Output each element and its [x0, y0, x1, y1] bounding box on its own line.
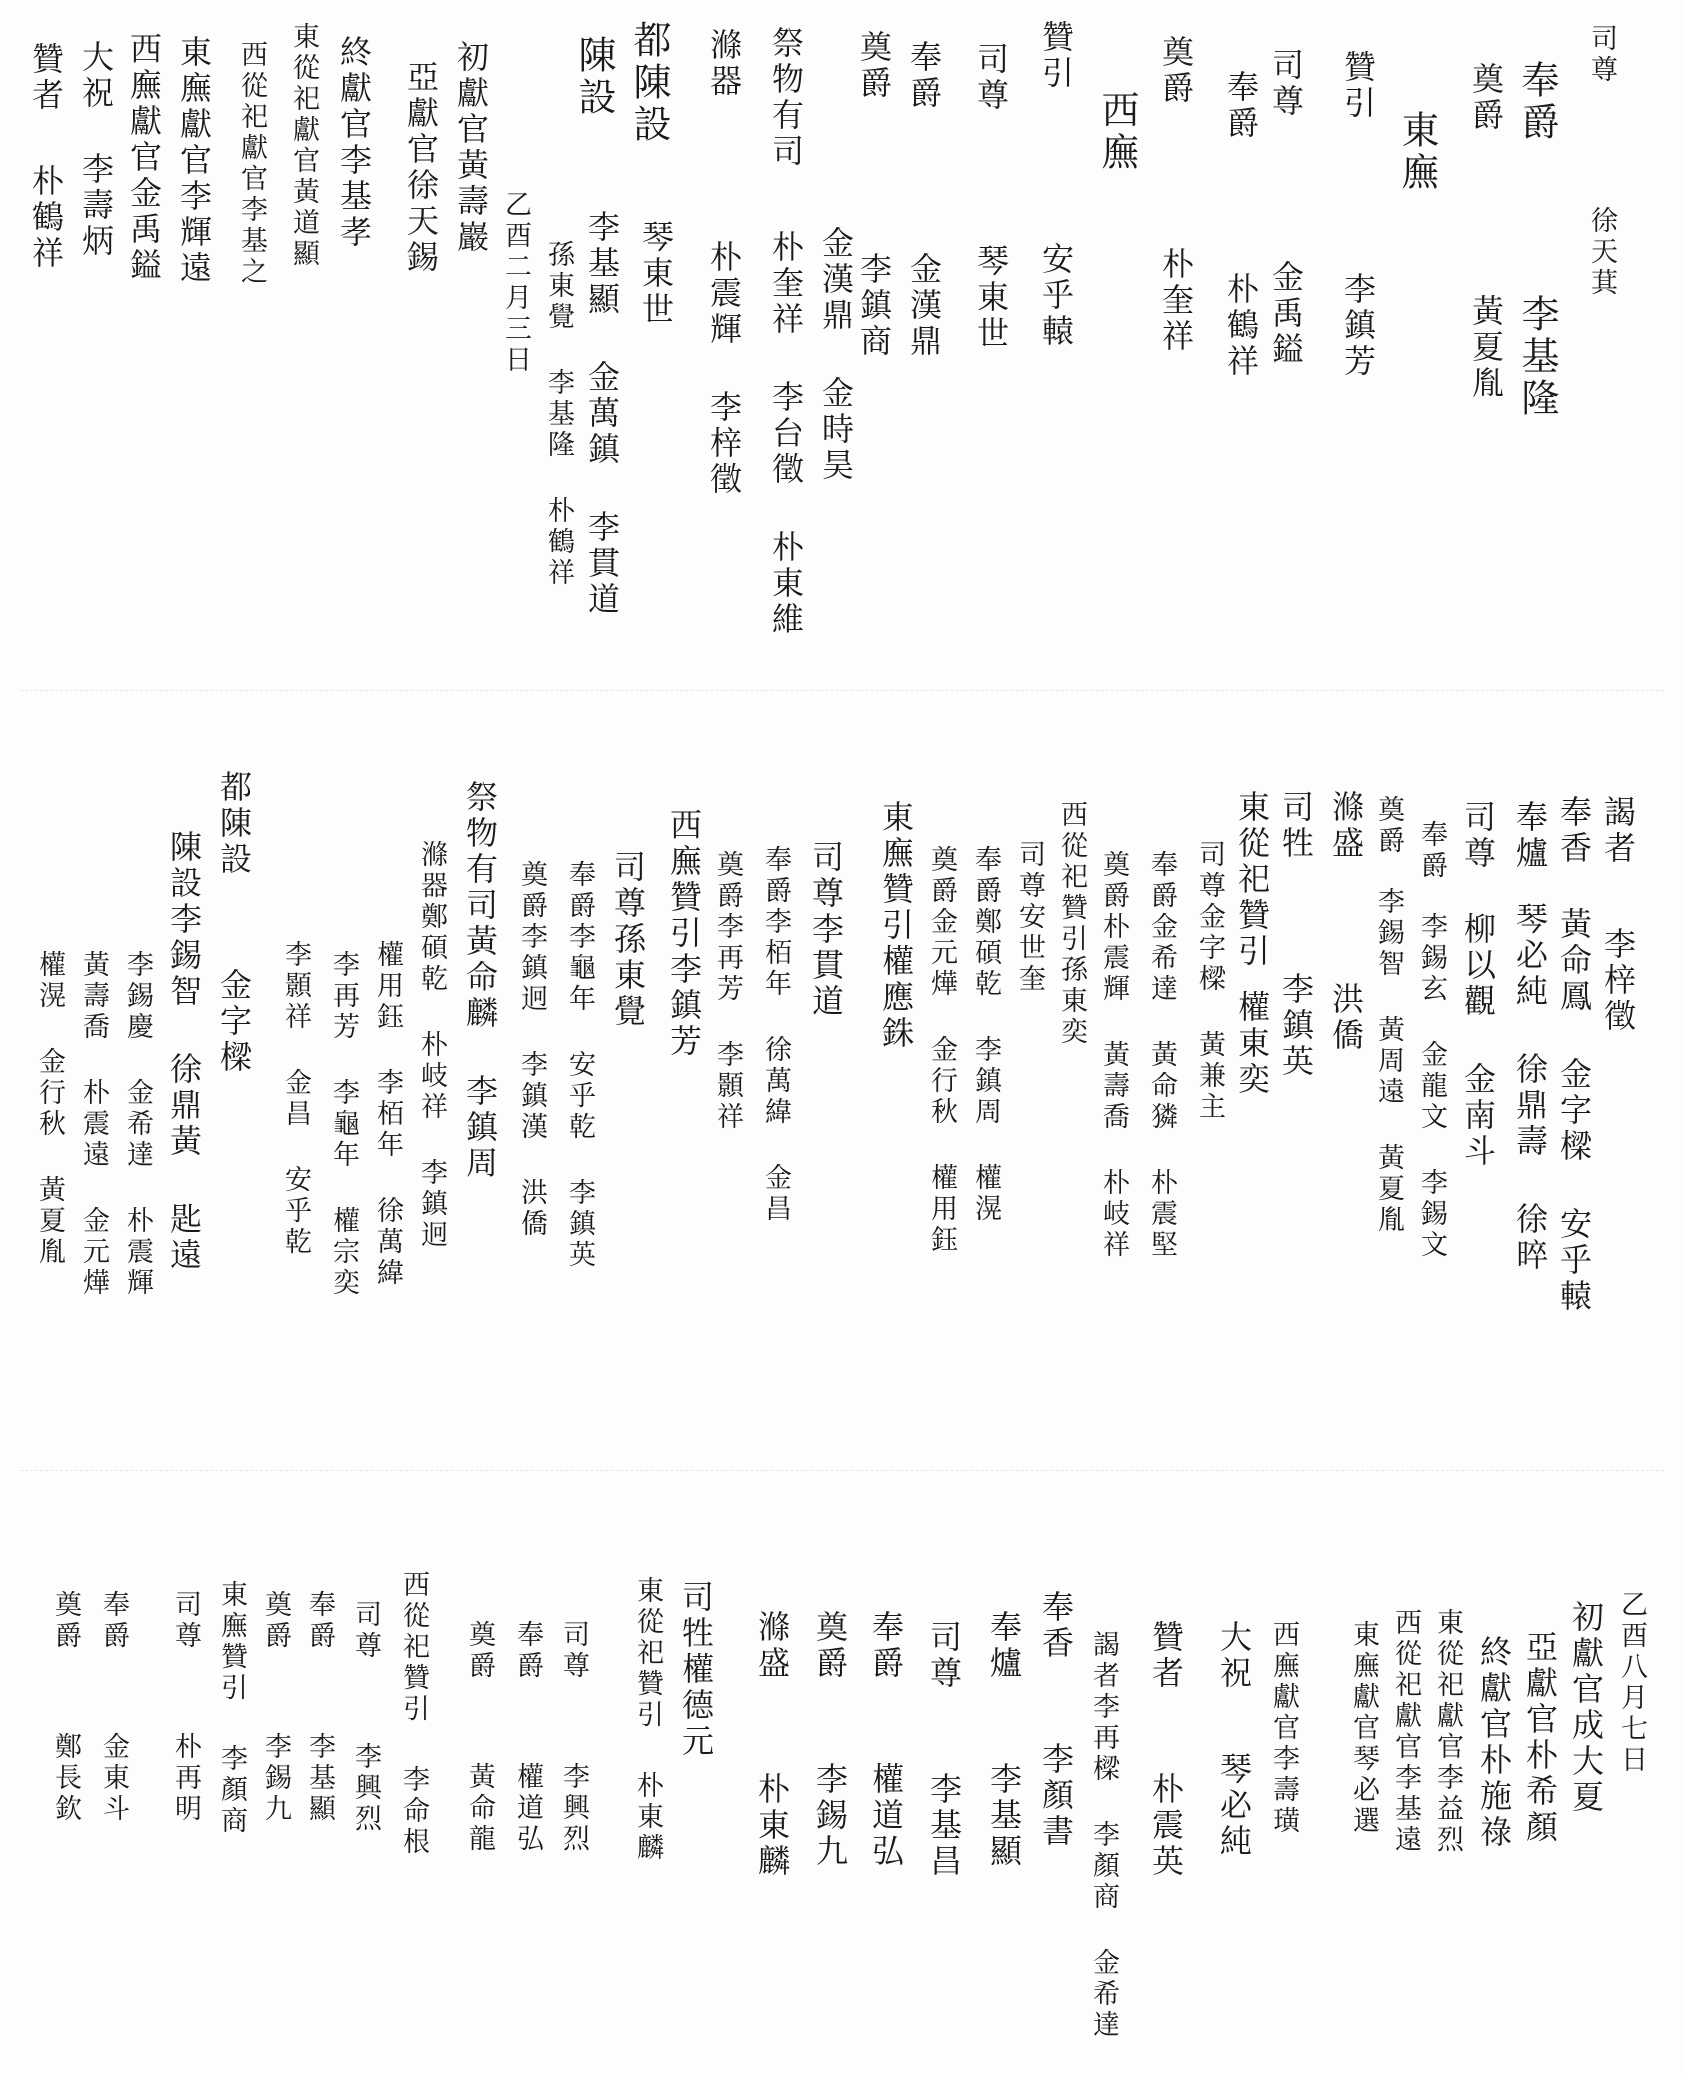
s2-col-33: 黃壽喬 朴震遠 金元燁	[78, 950, 109, 1299]
s3-col-30: 奠爵鄭長欽	[50, 1590, 81, 1825]
s1-col-1-label: 司尊	[1586, 24, 1617, 86]
s1-col-9: 西廡	[1095, 90, 1139, 174]
s2-col-26: 滌器鄭碩乾 朴岐祥 李鎮迥	[416, 840, 447, 1251]
s2-col-7: 滌盛洪僑	[1327, 790, 1365, 1054]
s1-col-17: 琴東世	[637, 220, 675, 328]
section-3	[0, 1480, 1684, 2070]
s2-col-21: 西廡贊引李鎮芳	[665, 808, 703, 1060]
s3-col-6: 西從祀獻官李基遠	[1390, 1608, 1421, 1856]
s3-col-26: 奠爵李錫九	[260, 1590, 291, 1825]
s1-col-29: 西廡獻官金禹鎰	[125, 32, 163, 284]
s2-col-12: 奠爵朴震輝 黃壽喬 朴岐祥	[1098, 850, 1129, 1261]
s3-col-2: 初獻官成大夏	[1567, 1600, 1605, 1816]
s2-col-29: 李顥祥 金昌 安乎乾	[280, 940, 311, 1258]
s2-col-9: 東從祀贊引權東奕	[1233, 790, 1271, 1098]
s2-col-3: 奉爐琴必純 徐鼎壽 徐晬	[1511, 800, 1549, 1274]
s1-col-18: 都陳設	[627, 20, 671, 146]
section-divider-2	[20, 1470, 1664, 1471]
s2-col-1: 謁者李梓徵	[1599, 795, 1637, 1035]
s2-col-15: 奉爵鄭碩乾 李鎮周 權滉	[970, 845, 1001, 1225]
s1-col-30: 大祝李壽炳	[77, 40, 115, 260]
s2-col-16: 奠爵金元燁 金行秋 權用鈺	[926, 845, 957, 1256]
s2-col-27: 權用鈺 李栢年 徐萬緯	[372, 940, 403, 1289]
s3-col-25: 奉爵李基顯	[304, 1590, 335, 1825]
s3-col-10: 贊者朴震英	[1147, 1620, 1185, 1880]
s3-col-23: 西從祀贊引李命根	[398, 1570, 429, 1858]
s2-col-4: 司尊柳以觀 金南斗	[1459, 800, 1497, 1170]
s1-col-14: 金漢鼎 金時昊	[817, 226, 855, 484]
s3-col-16: 奠爵李錫九	[811, 1610, 849, 1870]
s3-col-3: 亞獻官朴希顏	[1521, 1630, 1559, 1846]
s2-col-2: 奉香黃命鳳 金字樑 安乎轅	[1555, 795, 1593, 1315]
s1-col-26: 東從祀獻官黃道顯	[288, 22, 319, 270]
s2-col-6: 奠爵李錫智 黃周遠 黃夏胤	[1373, 795, 1404, 1236]
s1-col-22: 乙酉二月三日	[500, 190, 531, 376]
s3-col-20: 司尊李興烈	[558, 1620, 589, 1855]
s3-col-14: 司尊李基昌	[925, 1620, 963, 1880]
s3-col-13: 奉爐李基顯	[985, 1610, 1023, 1870]
s2-col-24: 奠爵李鎮迥 李鎮漢 洪僑	[516, 860, 547, 1240]
s2-col-25: 祭物有司黃命麟 李鎮周	[461, 780, 499, 1182]
s1-col-27: 西從祀獻官李基之	[236, 40, 267, 288]
s3-col-18: 司牲權德元	[677, 1580, 715, 1760]
s2-col-8: 司牲李鎮英	[1277, 790, 1315, 1080]
s1-col-15: 祭物有司朴奎祥 李台徵 朴東維	[767, 26, 805, 638]
s1-col-21: 孫東覺 李基隆 朴鶴祥	[543, 240, 574, 589]
s3-col-4: 終獻官朴施祿	[1475, 1635, 1513, 1851]
s1-col-5: 贊引李鎮芳	[1339, 50, 1377, 380]
s1-col-2: 奉爵李基隆	[1515, 60, 1559, 420]
s2-col-5: 奉爵李錫玄 金龍文 李錫文	[1416, 820, 1447, 1261]
s3-col-8: 西廡獻官李壽璜	[1268, 1620, 1299, 1837]
s3-col-27: 東廡贊引李顏商	[216, 1580, 247, 1837]
s1-col-12: 奉爵金漢鼎	[905, 40, 943, 360]
s3-col-5: 東從祀獻官李益烈	[1432, 1608, 1463, 1856]
s1-col-6: 司尊金禹鎰	[1267, 48, 1305, 368]
s1-col-23: 初獻官黃壽巖	[452, 40, 490, 256]
s2-col-18: 司尊李貫道	[807, 840, 845, 1020]
s1-col-24: 亞獻官徐天錫	[402, 60, 440, 276]
s1-col-25: 終獻官李基孝	[335, 35, 373, 251]
s3-col-17: 滌盛朴東麟	[753, 1610, 791, 1880]
s3-col-12: 奉香李顏書	[1037, 1590, 1075, 1850]
s3-col-28: 司尊朴再明	[170, 1590, 201, 1825]
s2-col-20: 奠爵李再芳 李顥祥	[712, 850, 743, 1133]
s1-col-1-name: 徐天萁	[1586, 206, 1617, 299]
s2-col-17: 東廡贊引權應銖	[877, 800, 915, 1052]
s1-col-28: 東廡獻官李輝遠	[175, 35, 213, 287]
s3-col-29: 奉爵金東斗	[98, 1590, 129, 1825]
s1-col-8: 奠爵朴奎祥	[1157, 35, 1195, 355]
s1-col-3: 奠爵黃夏胤	[1467, 62, 1505, 402]
s3-col-22: 奠爵黃命龍	[464, 1620, 495, 1855]
s1-col-20: 陳設	[572, 35, 616, 119]
section-divider-1	[20, 690, 1664, 691]
s1-col-19: 李基顯 金萬鎮 李貫道	[583, 210, 621, 618]
s3-col-19: 東從祀贊引朴東麟	[632, 1576, 663, 1864]
s1-col-16: 滌器朴震輝 李梓徵	[705, 28, 743, 498]
s1-col-1	[1588, 24, 1615, 299]
section-1	[0, 0, 1684, 650]
s2-col-30: 都陳設金字樑	[215, 770, 253, 1076]
section-2	[0, 700, 1684, 1440]
s2-col-13: 西從祀贊引孫東奕	[1056, 800, 1087, 1048]
s1-col-13: 奠爵李鎮商	[855, 30, 893, 360]
s3-col-15: 奉爵權道弘	[867, 1610, 905, 1870]
s2-col-32: 李錫慶 金希達 朴震輝	[122, 950, 153, 1299]
s3-col-7: 東廡獻官琴必選	[1348, 1620, 1379, 1837]
s2-col-10: 司尊金字樑 黃兼主	[1194, 840, 1225, 1123]
s1-col-4: 東廡	[1395, 110, 1439, 194]
s2-col-19: 奉爵李栢年 徐萬緯 金昌	[760, 845, 791, 1225]
s3-col-1: 乙酉八月七日	[1616, 1590, 1647, 1776]
s2-col-23: 奉爵李龜年 安乎乾 李鎮英	[564, 860, 595, 1271]
s1-col-31: 贊者朴鶴祥	[27, 42, 65, 272]
s3-col-9: 大祝琴必純	[1215, 1620, 1253, 1860]
s2-col-31: 陳設李錫智 徐鼎黃 匙遠	[165, 830, 203, 1274]
s3-col-21: 奉爵權道弘	[512, 1620, 543, 1855]
s2-col-22: 司尊孫東覺	[609, 850, 647, 1030]
s1-col-11: 司尊琴東世	[972, 42, 1010, 352]
s2-col-34: 權滉 金行秋 黃夏胤	[34, 950, 65, 1268]
s1-col-7: 奉爵朴鶴祥	[1222, 70, 1260, 380]
s3-col-11: 謁者李再樑 李顏商 金希達	[1088, 1630, 1119, 2041]
s2-col-11: 奉爵金希達 黃命獜 朴震堅	[1146, 850, 1177, 1261]
s2-col-28: 李再芳 李龜年 權宗奕	[328, 950, 359, 1299]
s3-col-24: 司尊李興烈	[350, 1600, 381, 1835]
s2-col-14: 司尊安世奎	[1014, 840, 1045, 995]
s1-col-10: 贊引安乎轅	[1037, 20, 1075, 350]
